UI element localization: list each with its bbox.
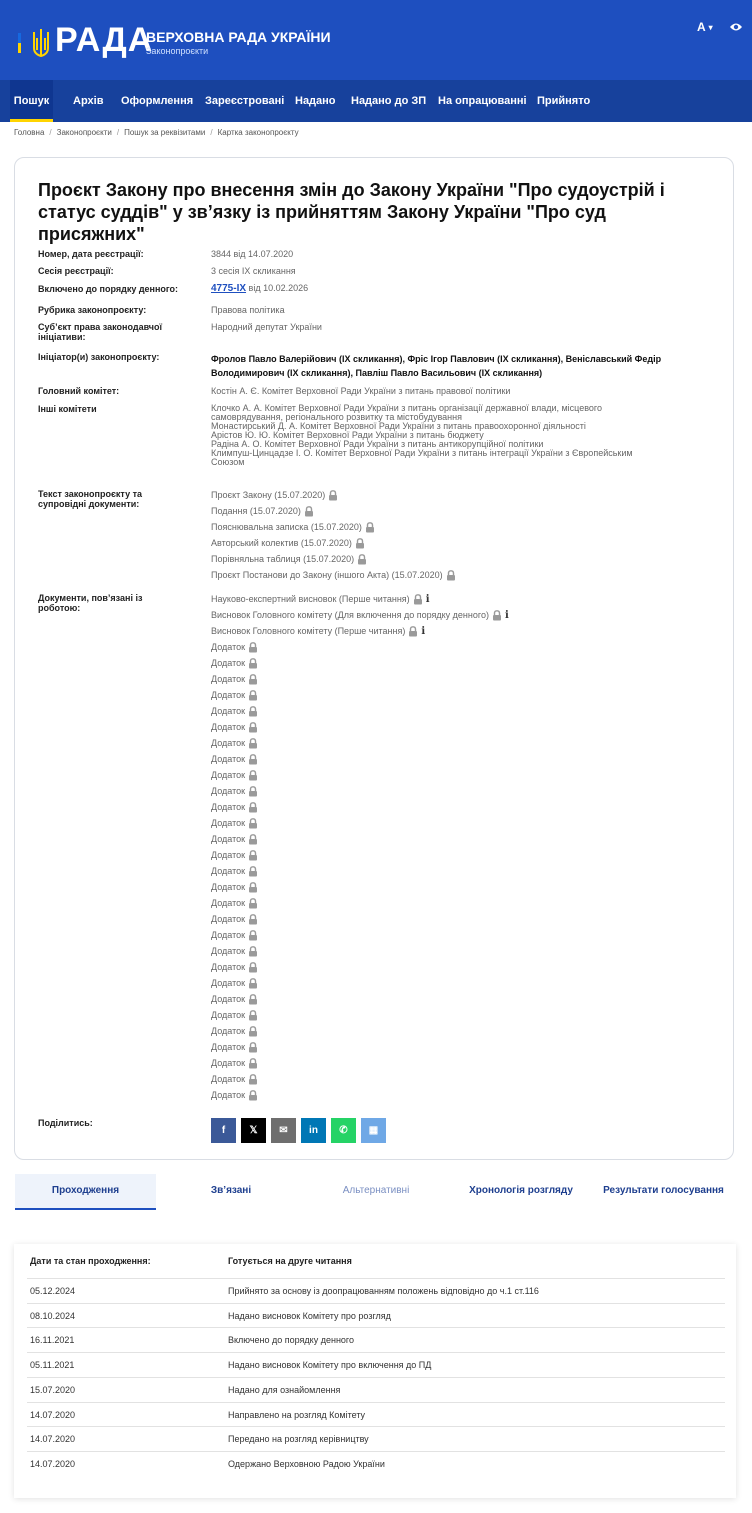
text-document-link[interactable]: Порівняльна таблиця (15.07.2020) xyxy=(211,554,355,564)
text-document-row xyxy=(211,535,711,551)
appendix-link[interactable]: Додаток xyxy=(211,754,246,764)
info-icon[interactable]: i xyxy=(421,626,426,637)
appendix-link[interactable]: Додаток xyxy=(211,1026,246,1036)
text-document-row xyxy=(211,503,711,519)
related-document-link[interactable]: Висновок Головного комітету (Перше читання) xyxy=(211,626,406,636)
lock-icon xyxy=(408,626,418,637)
lock-icon xyxy=(248,898,258,909)
appendix-link[interactable]: Додаток xyxy=(211,834,246,844)
history-row xyxy=(27,1327,725,1353)
lock-icon xyxy=(248,690,258,701)
rubric-value: Правова політика xyxy=(211,305,285,315)
appendix-row xyxy=(211,959,711,975)
text-document-link[interactable]: Пояснювальна записка (15.07.2020) xyxy=(211,522,362,532)
appendix-row xyxy=(211,815,711,831)
text-document-link[interactable]: Проєкт Закону (15.07.2020) xyxy=(211,490,326,500)
lock-icon xyxy=(248,930,258,941)
other-committees-label: Інші комітети xyxy=(38,404,97,414)
tab-chronology[interactable]: Хронологія розгляду xyxy=(469,1185,573,1196)
appendix-link[interactable]: Додаток xyxy=(211,770,246,780)
site-header xyxy=(0,0,752,80)
lock-icon xyxy=(304,506,314,517)
appendix-row xyxy=(211,895,711,911)
main-committee-value: Костін А. Є. Комітет Верховної Ради України з питань правової політики xyxy=(211,386,511,396)
related-document-row xyxy=(211,591,711,607)
history-status: Включено до порядку денного xyxy=(228,1335,355,1346)
appendix-link[interactable]: Додаток xyxy=(211,706,246,716)
appendix-row xyxy=(211,799,711,815)
appendix-row xyxy=(211,831,711,847)
lock-icon xyxy=(248,754,258,765)
lock-icon xyxy=(248,978,258,989)
whatsapp-share-button[interactable] xyxy=(331,1118,356,1143)
appendix-link[interactable]: Додаток xyxy=(211,642,246,652)
appendix-link[interactable]: Додаток xyxy=(211,786,246,796)
appendix-link[interactable]: Додаток xyxy=(211,930,246,940)
nav-drafting[interactable]: Оформлення xyxy=(121,95,194,107)
bill-title: Проєкт Закону про внесення змін до Закону України "Про судоустрій і статус суддів" у зв’язку із прийняттям Закону України "Про суд присяжних" xyxy=(38,180,665,244)
text-document-row xyxy=(211,567,711,583)
appendix-row xyxy=(211,703,711,719)
history-status: Надано висновок Комітету про розгляд xyxy=(228,1310,391,1321)
lock-icon xyxy=(355,538,365,549)
lock-icon xyxy=(357,554,367,565)
bill-tabs xyxy=(15,1174,750,1210)
history-status: Надано для ознайомлення xyxy=(228,1384,341,1395)
appendix-row xyxy=(211,975,711,991)
subject-value: Народний депутат України xyxy=(211,322,322,332)
history-status: Направлено на розгляд Комітету xyxy=(228,1409,366,1420)
appendix-row xyxy=(211,847,711,863)
committee-line: самоврядування, регіонального розвитку та містобудування xyxy=(211,412,462,422)
lock-icon xyxy=(492,610,502,621)
history-row xyxy=(27,1303,725,1329)
appendix-link[interactable]: Додаток xyxy=(211,722,246,732)
main-committee-label: Головний комітет: xyxy=(38,386,120,396)
initiators-value: Фролов Павло Валерійович (IX скликання), Фріс Ігор Павлович (IX скликання), Веніславський Федір Володимирович (IX скликання), Павліш Павло Васильович (IX скликання) xyxy=(211,354,662,378)
text-document-link[interactable]: Авторський колектив (15.07.2020) xyxy=(211,538,352,548)
appendix-row xyxy=(211,687,711,703)
history-row xyxy=(27,1352,725,1378)
appendix-link[interactable]: Додаток xyxy=(211,946,246,956)
nav-processing[interactable]: На опрацюванні xyxy=(438,95,527,107)
number-value: 3844 від 14.07.2020 xyxy=(211,249,294,259)
appendix-row xyxy=(211,783,711,799)
appendix-link[interactable]: Додаток xyxy=(211,962,246,972)
breadcrumb-bills[interactable]: Законопроєкти xyxy=(56,128,112,137)
lock-icon xyxy=(248,850,258,861)
appendix-link[interactable]: Додаток xyxy=(211,882,246,892)
number-label: Номер, дата реєстрації: xyxy=(38,249,144,259)
breadcrumb: Головна / Законопроєкти / Пошук за реквізитами / Картка законопроєкту xyxy=(14,128,299,137)
x-share-button[interactable] xyxy=(241,1118,266,1143)
text-document-row xyxy=(211,551,711,567)
language-switcher[interactable] xyxy=(697,20,713,34)
qr-share-button[interactable] xyxy=(361,1118,386,1143)
lock-icon xyxy=(248,770,258,781)
appendix-row xyxy=(211,879,711,895)
lock-icon xyxy=(248,834,258,845)
lock-icon xyxy=(413,594,423,605)
lock-icon xyxy=(248,706,258,717)
history-status: Прийнято за основу із доопрацюванням положень відповідно до ч.1 ст.116 xyxy=(228,1286,539,1296)
tab-linked[interactable]: Зв’язані xyxy=(210,1185,252,1196)
info-icon[interactable]: i xyxy=(425,594,430,605)
text-document-row xyxy=(211,519,711,535)
initiators-label: Ініціатор(и) законопроєкту: xyxy=(38,352,160,362)
history-status: Передано на розгляд керівництву xyxy=(228,1434,369,1445)
other-committees-list xyxy=(211,404,711,467)
lock-icon xyxy=(248,802,258,813)
session-value: 3 сесія IX скликання xyxy=(211,266,296,276)
breadcrumb-home[interactable]: Головна xyxy=(14,128,45,137)
agenda-date: від 10.02.2026 xyxy=(248,283,309,293)
lock-icon xyxy=(248,642,258,653)
lock-icon xyxy=(248,818,258,829)
share-label: Поділитись: xyxy=(38,1118,93,1128)
nav-archive[interactable]: Архів xyxy=(73,95,104,107)
committee-line: Радіна А. О. Комітет Верховної Ради України з питань антикорупційної політики xyxy=(211,439,544,449)
tab-voting-results[interactable]: Результати голосування xyxy=(603,1185,724,1196)
chevron-down-icon: ▾ xyxy=(708,23,713,33)
history-row xyxy=(27,1377,725,1403)
tab-passage[interactable]: Проходження xyxy=(15,1174,156,1210)
lock-icon xyxy=(248,1010,258,1021)
texts-label: Текст законопроєкту та супровідні документи: xyxy=(38,489,142,509)
lock-icon xyxy=(248,658,258,669)
x-icon: 𝕏 xyxy=(249,1125,258,1136)
committee-line: Арістов Ю. Ю. Комітет Верховної Ради України з питань бюджету xyxy=(211,430,484,440)
appendix-link[interactable]: Додаток xyxy=(211,658,246,668)
linkedin-icon: in xyxy=(309,1125,318,1136)
appendix-row xyxy=(211,863,711,879)
appendix-link[interactable]: Додаток xyxy=(211,1090,246,1100)
related-document-row xyxy=(211,607,711,623)
history-status: Надано висновок Комітету про включення до ПД xyxy=(228,1360,432,1371)
appendix-link[interactable]: Додаток xyxy=(211,978,246,988)
lock-icon xyxy=(248,722,258,733)
related-document-link[interactable]: Висновок Головного комітету (Для включення до порядку денного) xyxy=(211,610,489,620)
info-icon[interactable]: i xyxy=(504,610,509,621)
nav-submitted-zp[interactable]: Надано до ЗП xyxy=(351,95,427,107)
lock-icon xyxy=(248,962,258,973)
history-row xyxy=(27,1426,725,1452)
nav-registered[interactable]: Зареєстровані xyxy=(205,95,285,107)
texts-list xyxy=(211,487,711,583)
linkedin-share-button[interactable] xyxy=(301,1118,326,1143)
appendix-row xyxy=(211,1071,711,1087)
committee-line: Монастирський Д. А. Комітет Верховної Ради України з питань правоохоронної діяльності xyxy=(211,421,586,431)
related-document-link[interactable]: Науково-експертний висновок (Перше читання) xyxy=(211,594,410,604)
appendix-row xyxy=(211,639,711,655)
appendix-row xyxy=(211,671,711,687)
appendix-link[interactable]: Додаток xyxy=(211,802,246,812)
related-document-row xyxy=(211,623,711,639)
subject-label: Суб’єкт права законодавчої ініціативи: xyxy=(38,322,163,342)
appendix-row xyxy=(211,719,711,735)
breadcrumb-current: Картка законопроєкту xyxy=(217,128,299,137)
mail-icon: ✉ xyxy=(279,1125,288,1136)
appendix-link[interactable]: Додаток xyxy=(211,898,246,908)
nav-adopted[interactable]: Прийнято xyxy=(537,95,591,107)
history-date: 08.10.2024 xyxy=(30,1310,76,1321)
text-document-link[interactable]: Подання (15.07.2020) xyxy=(211,506,301,516)
appendix-row xyxy=(211,1023,711,1039)
appendix-row xyxy=(211,1087,711,1103)
appendix-link[interactable]: Додаток xyxy=(211,1042,246,1052)
nav-submitted[interactable]: Надано xyxy=(295,95,336,107)
lock-icon xyxy=(248,866,258,877)
history-date: 14.07.2020 xyxy=(30,1434,76,1445)
appendix-link[interactable]: Додаток xyxy=(211,1058,246,1068)
whatsapp-icon: ✆ xyxy=(339,1125,348,1136)
lock-icon xyxy=(248,1042,258,1053)
committee-line: Климпуш-Цинцадзе І. О. Комітет Верховної Ради України з питань інтеграції України з Європейським xyxy=(211,448,633,458)
committee-line: Клочко А. А. Комітет Верховної Ради України з питань організації державної влади, місцевого xyxy=(211,403,603,413)
appendix-link[interactable]: Додаток xyxy=(211,866,246,876)
lock-icon xyxy=(365,522,375,533)
lock-icon xyxy=(248,946,258,957)
main-nav xyxy=(0,80,752,122)
history-date: 14.07.2020 xyxy=(30,1409,76,1420)
lock-icon xyxy=(248,674,258,685)
lock-icon xyxy=(248,1074,258,1085)
lock-icon xyxy=(446,570,456,581)
nav-search[interactable]: Пошук xyxy=(10,80,53,122)
appendix-link[interactable]: Додаток xyxy=(211,674,246,684)
appendix-row xyxy=(211,1055,711,1071)
breadcrumb-search[interactable]: Пошук за реквізитами xyxy=(124,128,206,137)
history-status: Одержано Верховною Радою України xyxy=(228,1458,385,1469)
lock-icon xyxy=(248,994,258,1005)
agenda-label: Включено до порядку денного: xyxy=(38,284,179,294)
history-date: 05.11.2021 xyxy=(30,1360,75,1371)
agenda-value xyxy=(211,283,711,294)
logo-word[interactable]: РАДА xyxy=(55,21,154,59)
history-date: 15.07.2020 xyxy=(30,1384,76,1395)
appendix-row xyxy=(211,911,711,927)
lock-icon xyxy=(248,882,258,893)
history-date: 05.12.2024 xyxy=(30,1286,76,1296)
bill-card xyxy=(14,157,734,1160)
appendix-row xyxy=(211,751,711,767)
text-document-link[interactable]: Проєкт Постанови до Закону (іншого Акта) (15.07.2020) xyxy=(211,570,443,580)
trident-icon xyxy=(32,28,50,58)
flag-icon xyxy=(18,33,21,53)
appendix-link[interactable]: Додаток xyxy=(211,850,246,860)
appendix-row xyxy=(211,927,711,943)
lock-icon xyxy=(248,786,258,797)
history-header-dates: Дати та стан проходження: xyxy=(30,1256,151,1266)
eye-icon[interactable] xyxy=(729,22,743,32)
appendix-row xyxy=(211,767,711,783)
history-row xyxy=(27,1402,725,1428)
passage-history xyxy=(14,1244,736,1498)
appendix-row xyxy=(211,655,711,671)
lock-icon xyxy=(248,738,258,749)
lock-icon xyxy=(248,1058,258,1069)
history-row xyxy=(27,1278,725,1304)
rubric-label: Рубрика законопроєкту: xyxy=(38,305,147,315)
lock-icon xyxy=(248,1026,258,1037)
site-title[interactable]: ВЕРХОВНА РАДА УКРАЇНИ xyxy=(146,29,331,45)
appendix-link[interactable]: Додаток xyxy=(211,1010,246,1020)
facebook-icon: f xyxy=(221,1125,226,1136)
facebook-share-button[interactable] xyxy=(211,1118,236,1143)
committee-line: Союзом xyxy=(211,457,245,467)
mail-share-button[interactable] xyxy=(271,1118,296,1143)
appendix-row xyxy=(211,1007,711,1023)
history-row xyxy=(27,1451,725,1477)
session-label: Сесія реєстрації: xyxy=(38,266,114,276)
appendix-row xyxy=(211,943,711,959)
site-subtitle: Законопроєкти xyxy=(146,46,209,56)
appendix-row xyxy=(211,991,711,1007)
agenda-link[interactable]: 4775-IX xyxy=(211,283,247,294)
appendix-link[interactable]: Додаток xyxy=(211,914,246,924)
appendix-link[interactable]: Додаток xyxy=(211,818,246,828)
history-date: 16.11.2021 xyxy=(30,1335,75,1346)
related-label: Документи, пов’язані із роботою: xyxy=(38,593,143,613)
history-date: 14.07.2020 xyxy=(30,1458,76,1469)
appendix-link[interactable]: Додаток xyxy=(211,738,246,748)
text-document-row xyxy=(211,487,711,503)
related-docs-list xyxy=(211,591,711,1103)
appendix-link[interactable]: Додаток xyxy=(211,1074,246,1084)
appendix-row xyxy=(211,1039,711,1055)
lock-icon xyxy=(248,1090,258,1101)
history-header-status: Готується на друге читання xyxy=(228,1256,352,1266)
lock-icon xyxy=(248,914,258,925)
tab-alternative[interactable]: Альтернативні xyxy=(342,1185,410,1196)
appendix-row xyxy=(211,735,711,751)
language-label: A xyxy=(697,20,706,34)
appendix-link[interactable]: Додаток xyxy=(211,690,246,700)
appendix-link[interactable]: Додаток xyxy=(211,994,246,1004)
lock-icon xyxy=(328,490,338,501)
qr-icon: ▦ xyxy=(368,1125,379,1136)
